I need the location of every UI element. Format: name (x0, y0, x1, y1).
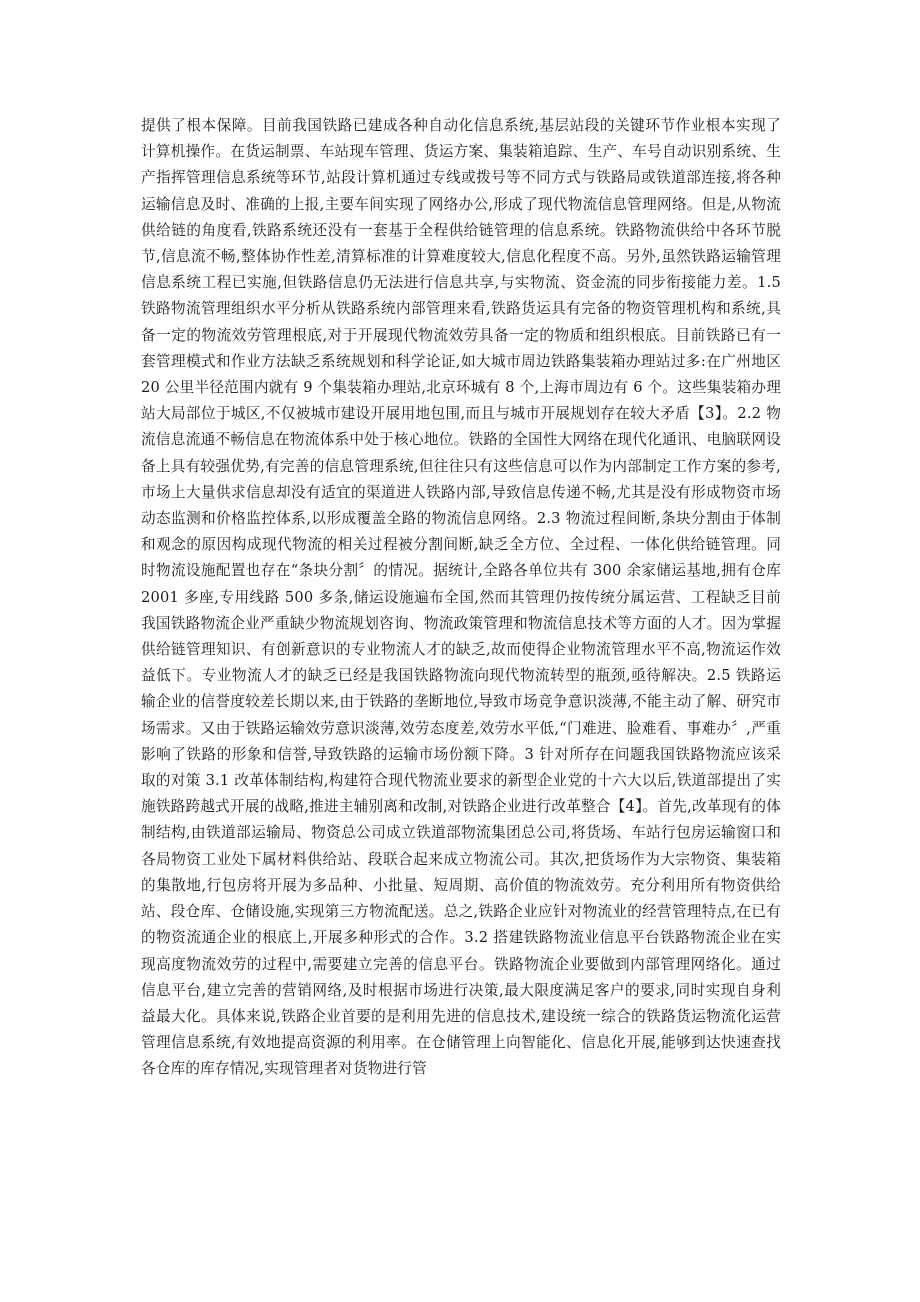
body-paragraph: 提供了根本保障。目前我国铁路已建成各种自动化信息系统,基层站段的关键环节作业根本实现了计算机操作。在货运制票、车站现车管理、货运方案、集装箱追踪、生产、车号自动识别系统、生产指挥管理信息系统等环节,站段计算机通过专线或拨号等不同方式与铁路局或铁道部连接,将各种运输信息及时、准确的上报,主要车间实现了网络办公,形成了现代物流信息管理网络。但是,从物流供给链的角度看,铁路系统还没有一套基于全程供给链管理的信息系统。铁路物流供给中各环节脱节,信息流不畅,整体协作性差,清算标准的计算难度较大,信息化程度不高。另外,虽然铁路运输管理信息系统工程已实施,但铁路信息仍无法进行信息共享,与实物流、资金流的同步衔接能力差。1.5 铁路物流管理组织水平分析从铁路系统内部管理来看,铁路货运具有完备的物资管理机构和系统,具备一定的物流效劳管理根底,对于开展现代物流效劳具备一定的物质和组织根底。目前铁路已有一套管理模式和作业方法缺乏系统规划和科学论证,如大城市周边铁路集装箱办理站过多:在广州地区 20 公里半径范围内就有 9 个集装箱办理站,北京环城有 8 个,上海市周边有 6 个。这些集装箱办理站大局部位于城区,不仅被城市建设开展用地包围,而且与城市开展规划存在较大矛盾【3】。2.2 物流信息流通不畅信息在物流体系中处于核心地位。铁路的全国性大网络在现代化通讯、电脑联网设备上具有较强优势,有完善的信息管理系统,但往往只有这些信息可以作为内部制定工作方案的参考,市场上大量供求信息却没有适宜的渠道进人铁路内部,导致信息传递不畅,尤其是没有形成物资市场动态监测和价格监控体系,以形成覆盖全路的物流信息网络。2.3 物流过程间断,条块分割由于体制和观念的原因构成现代物流的相关过程被分割间断,缺乏全方位、全过程、一体化供给链管理。同时物流设施配置也存在“条块分割〞的情况。据统计,全路各单位共有 300 余家储运基地,拥有仓库 2001 多座,专用线路 500 多条,储运设施遍布全国,然而其管理仍按传统分属运营、工程缺乏目前我国铁路物流企业严重缺少物流规划咨询、物流政策管理和物流信息技术等方面的人才。因为掌握供给链管理知识、有创新意识的专业物流人才的缺乏,故而使得企业物流管理水平不高,物流运作效益低下。专业物流人才的缺乏已经是我国铁路物流向现代物流转型的瓶颈,亟待解决。2.5 铁路运输企业的信誉度较差长期以来,由于铁路的垄断地位,导致市场竞争意识淡薄,不能主动了解、研究市场需求。又由于铁路运输效劳意识淡薄,效劳态度差,效劳水平低,“门难进、脸难看、事难办〞,严重影响了铁路的形象和信誉,导致铁路的运输市场份额下降。3 针对所存在问题我国铁路物流应该采取的对策 3.1 改革体制结构,构建符合现代物流业要求的新型企业党的十六大以后,铁道部提出了实施铁路跨越式开展的战略,推进主辅别离和改制,对铁路企业进行改革整合【4】。首先,改革现有的体制结构,由铁道部运输局、物资总公司成立铁道部物流集团总公司,将货场、车站行包房运输窗口和各局物资工业处下属材料供给站、段联合起来成立物流公司。其次,把货场作为大宗物资、集装箱的集散地,行包房将开展为多品种、小批量、短周期、高价值的物流效劳。充分利用所有物资供给站、段仓库、仓储设施,实现第三方物流配送。总之,铁路企业应针对物流业的经营管理特点,在已有的物资流通企业的根底上,开展多种形式的合作。3.2 搭建铁路物流业信息平台铁路物流企业在实现高度物流效劳的过程中,需要建立完善的信息平台。铁路物流企业要做到内部管理网络化。通过信息平台,建立完善的营销网络,及时根据市场进行决策,最大限度满足客户的要求,同时实现自身利益最大化。具体来说,铁路企业首要的是利用先进的信息技术,建设统一综合的铁路货运物流化运营管理信息系统,有效地提高资源的利用率。在仓储管理上向智能化、信息化开展,能够到达快速查找各仓库的库存情况,实现管理者对货物进行管 (141, 117, 781, 1078)
